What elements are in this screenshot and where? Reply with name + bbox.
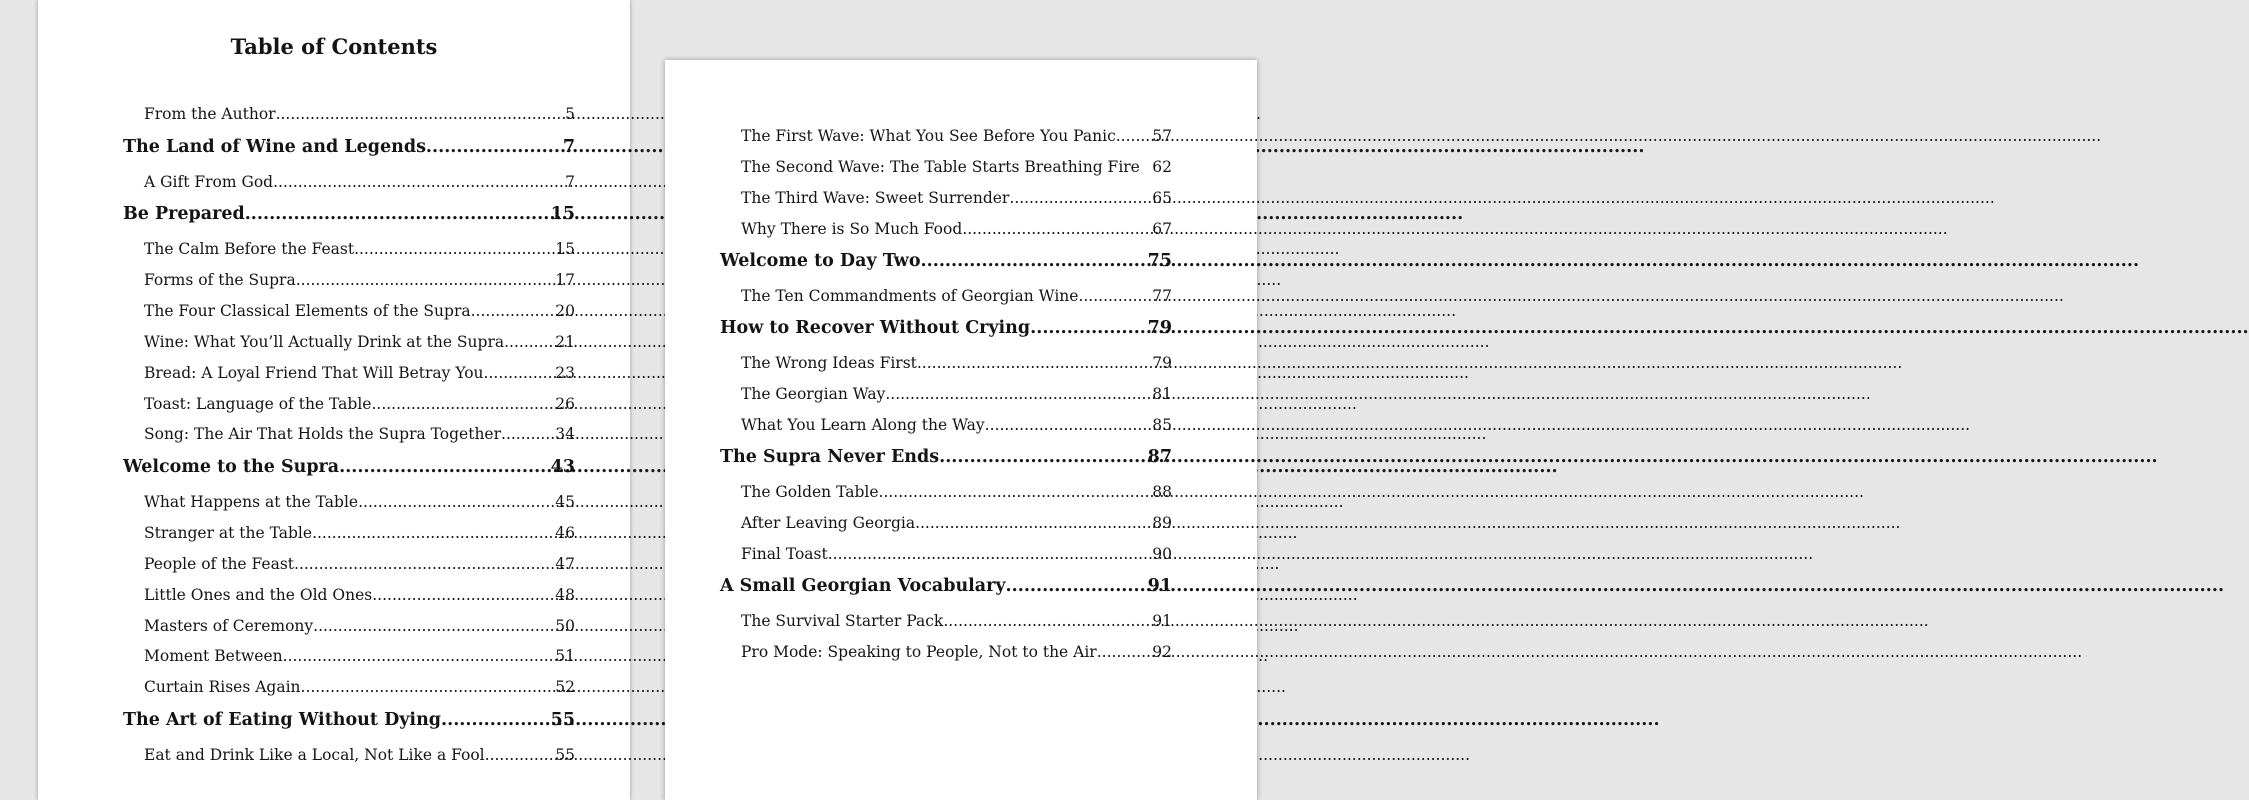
toc-dot-leader bbox=[1097, 640, 1153, 664]
toc-entry-title: The Supra Never Ends bbox=[720, 447, 940, 468]
toc-page-number: 48 bbox=[555, 585, 575, 604]
toc-section-entry[interactable] bbox=[741, 284, 1172, 308]
toc-chapter-entry[interactable] bbox=[123, 455, 575, 479]
toc-page-number: 26 bbox=[555, 394, 575, 413]
toc-entry-title: The First Wave: What You See Before You Panic bbox=[741, 127, 1116, 145]
toc-entry-title: After Leaving Georgia bbox=[741, 514, 916, 532]
toc-dot-leader bbox=[921, 249, 1148, 273]
toc-entries-right bbox=[665, 60, 1257, 800]
toc-page-number: 43 bbox=[550, 456, 575, 477]
toc-section-entry[interactable] bbox=[144, 361, 575, 385]
toc-entry-title: The Four Classical Elements of the Supra bbox=[144, 301, 471, 320]
toc-section-entry[interactable] bbox=[741, 542, 1172, 566]
toc-dot-leader bbox=[1078, 284, 1152, 308]
toc-page-number: 34 bbox=[555, 425, 575, 444]
toc-dot-leader bbox=[441, 708, 551, 732]
toc-page-number: 17 bbox=[555, 270, 575, 289]
toc-section-entry[interactable] bbox=[144, 392, 575, 416]
toc-page-number: 7 bbox=[565, 172, 575, 191]
toc-entry-title: Welcome to Day Two bbox=[720, 250, 921, 271]
toc-page-number: 79 bbox=[1147, 318, 1172, 339]
toc-chapter-entry[interactable] bbox=[720, 249, 1172, 273]
toc-entry-title: A Gift From God bbox=[144, 172, 274, 191]
toc-page-number: 20 bbox=[555, 301, 575, 320]
toc-page-number: 89 bbox=[1152, 514, 1172, 532]
toc-chapter-entry[interactable] bbox=[720, 316, 1172, 340]
toc-entry-title: The Calm Before the Feast bbox=[144, 240, 355, 258]
toc-dot-leader bbox=[358, 490, 555, 514]
toc-entry-title: Toast: Language of the Table bbox=[144, 394, 372, 413]
toc-entry-title: Bread: A Loyal Friend That Will Betray You bbox=[144, 363, 484, 382]
toc-dot-leader bbox=[312, 521, 555, 545]
toc-dot-leader bbox=[485, 743, 556, 767]
toc-section-entry[interactable] bbox=[144, 743, 575, 767]
toc-dot-leader bbox=[828, 542, 1153, 566]
toc-dot-leader bbox=[354, 237, 555, 261]
toc-section-entry[interactable] bbox=[741, 413, 1172, 437]
toc-dot-leader bbox=[471, 299, 556, 323]
toc-page-number: 51 bbox=[555, 647, 575, 666]
toc-dot-leader bbox=[339, 455, 551, 479]
toc-section-entry[interactable] bbox=[741, 155, 1172, 179]
toc-dot-leader bbox=[273, 170, 565, 194]
toc-section-entry[interactable] bbox=[144, 583, 575, 607]
toc-section-entry[interactable] bbox=[144, 675, 575, 699]
toc-dot-leader bbox=[1030, 316, 1148, 340]
toc-page-number: 45 bbox=[555, 492, 575, 511]
toc-section-entry[interactable] bbox=[144, 170, 575, 194]
toc-chapter-entry[interactable] bbox=[123, 135, 575, 159]
toc-dot-leader bbox=[301, 675, 556, 699]
document-page-right[interactable] bbox=[665, 60, 1257, 800]
toc-section-entry[interactable] bbox=[741, 609, 1172, 633]
toc-dot-leader bbox=[426, 135, 563, 159]
toc-dot-leader bbox=[917, 351, 1152, 375]
toc-entry-title: Why There is So Much Food bbox=[741, 219, 963, 238]
toc-dot-leader bbox=[879, 480, 1153, 504]
toc-page-number: 85 bbox=[1152, 415, 1172, 434]
toc-page-number: 55 bbox=[550, 709, 575, 730]
toc-section-entry[interactable] bbox=[741, 351, 1172, 375]
toc-dot-leader bbox=[943, 609, 1152, 633]
toc-entry-title: The Wrong Ideas First bbox=[741, 354, 917, 373]
toc-entries-left bbox=[38, 0, 630, 800]
toc-dot-leader bbox=[313, 614, 555, 638]
toc-page-number: 87 bbox=[1147, 447, 1172, 468]
toc-page-number: 91 bbox=[1152, 612, 1172, 631]
toc-title: Table of Contents bbox=[230, 34, 438, 59]
toc-entry-title: Stranger at the Table bbox=[144, 523, 313, 542]
toc-section-entry[interactable] bbox=[144, 330, 575, 354]
toc-dot-leader bbox=[1116, 124, 1153, 148]
toc-page-number: 79 bbox=[1152, 354, 1172, 373]
document-page-left[interactable] bbox=[38, 0, 630, 800]
toc-chapter-entry[interactable] bbox=[720, 574, 1172, 598]
toc-page-number: 91 bbox=[1147, 576, 1172, 597]
toc-dot-leader bbox=[372, 583, 555, 607]
toc-entry-title: Be Prepared bbox=[123, 204, 245, 224]
toc-section-entry[interactable] bbox=[741, 382, 1172, 406]
toc-page-number: 81 bbox=[1152, 385, 1172, 403]
toc-page-number: 75 bbox=[1147, 250, 1172, 271]
toc-entry-title: The Golden Table bbox=[741, 483, 879, 502]
toc-page-number: 15 bbox=[555, 240, 575, 258]
toc-section-entry[interactable] bbox=[144, 521, 575, 545]
toc-page-number: 62 bbox=[1152, 157, 1172, 176]
toc-entry-title: Final Toast bbox=[741, 544, 828, 563]
toc-entry-title: Eat and Drink Like a Local, Not Like a Fool bbox=[144, 745, 485, 764]
toc-dot-leader bbox=[484, 361, 556, 385]
toc-entry-title: How to Recover Without Crying bbox=[720, 318, 1031, 339]
toc-section-entry[interactable] bbox=[741, 217, 1172, 241]
toc-section-entry[interactable] bbox=[144, 422, 575, 446]
toc-dot-leader bbox=[1006, 574, 1148, 598]
toc-dot-leader bbox=[501, 422, 555, 446]
toc-entry-title: Welcome to the Supra bbox=[123, 456, 340, 477]
toc-section-entry[interactable] bbox=[741, 511, 1172, 535]
toc-entry-title: What You Learn Along the Way bbox=[741, 415, 985, 434]
toc-dot-leader bbox=[245, 202, 551, 226]
toc-section-entry[interactable] bbox=[741, 640, 1172, 664]
toc-entry-title: The Ten Commandments of Georgian Wine bbox=[741, 286, 1079, 305]
toc-page-number: 46 bbox=[555, 523, 575, 542]
toc-entry-title: The Georgian Way bbox=[741, 385, 886, 403]
toc-page-number: 21 bbox=[555, 332, 575, 351]
toc-entry-title: People of the Feast bbox=[144, 554, 295, 573]
toc-chapter-entry[interactable] bbox=[123, 708, 575, 732]
toc-page-number: 7 bbox=[562, 136, 575, 157]
toc-entry-title: Pro Mode: Speaking to People, Not to the Air bbox=[741, 643, 1097, 661]
toc-section-entry[interactable] bbox=[741, 186, 1172, 210]
toc-section-entry[interactable] bbox=[144, 552, 575, 576]
toc-section-entry[interactable] bbox=[741, 124, 1172, 148]
toc-page-number: 65 bbox=[1152, 188, 1172, 207]
toc-page-number: 50 bbox=[555, 616, 575, 635]
toc-section-entry[interactable] bbox=[144, 299, 575, 323]
toc-dot-leader bbox=[915, 511, 1152, 535]
toc-dot-leader bbox=[371, 392, 555, 416]
toc-entry-title: Little Ones and the Old Ones bbox=[144, 585, 373, 604]
toc-page-number: 5 bbox=[565, 105, 575, 123]
toc-page-number: 15 bbox=[550, 204, 575, 224]
toc-page-number: 23 bbox=[555, 363, 575, 382]
toc-page-number: 47 bbox=[555, 554, 575, 573]
toc-section-entry[interactable] bbox=[144, 237, 575, 261]
toc-page-number: 52 bbox=[555, 678, 575, 697]
toc-dot-leader bbox=[294, 552, 555, 576]
toc-section-entry[interactable] bbox=[144, 102, 575, 126]
toc-entry-title: The Third Wave: Sweet Surrender bbox=[741, 188, 1010, 207]
toc-entry-title: The Land of Wine and Legends bbox=[123, 136, 426, 157]
toc-dot-leader bbox=[962, 217, 1152, 241]
toc-entry-title: Masters of Ceremony bbox=[144, 616, 314, 635]
toc-dot-leader bbox=[283, 644, 556, 668]
toc-section-entry[interactable] bbox=[144, 644, 575, 668]
toc-page-number: 55 bbox=[555, 745, 575, 764]
toc-entry-title: Moment Between bbox=[144, 647, 283, 666]
toc-dot-leader bbox=[296, 268, 556, 292]
toc-entry-title: A Small Georgian Vocabulary bbox=[720, 576, 1006, 597]
toc-chapter-entry[interactable] bbox=[720, 445, 1172, 469]
toc-page-number: 90 bbox=[1152, 544, 1172, 563]
toc-dot-leader bbox=[276, 102, 566, 126]
toc-entry-title: The Art of Eating Without Dying bbox=[123, 709, 442, 730]
toc-chapter-entry[interactable] bbox=[123, 202, 575, 226]
toc-page-number: 88 bbox=[1152, 483, 1172, 502]
toc-section-entry[interactable] bbox=[144, 268, 575, 292]
toc-dot-leader bbox=[885, 382, 1152, 406]
toc-dot-leader bbox=[1009, 186, 1152, 210]
toc-dot-leader bbox=[939, 445, 1148, 469]
toc-entry-title: Wine: What You’ll Actually Drink at the Supra bbox=[144, 332, 505, 351]
toc-entry-title: Song: The Air That Holds the Supra Together bbox=[144, 425, 502, 444]
toc-page-number: 57 bbox=[1152, 127, 1172, 145]
toc-entry-title: Curtain Rises Again bbox=[144, 678, 301, 697]
toc-entry-title: The Survival Starter Pack bbox=[741, 612, 944, 631]
toc-entry-title: The Second Wave: The Table Starts Breathing Fire bbox=[741, 157, 1140, 176]
toc-section-entry[interactable] bbox=[144, 614, 575, 638]
toc-entry-title: From the Author bbox=[144, 105, 276, 123]
toc-section-entry[interactable] bbox=[741, 480, 1172, 504]
toc-page-number: 67 bbox=[1152, 219, 1172, 238]
toc-page-number: 77 bbox=[1152, 286, 1172, 305]
toc-section-entry[interactable] bbox=[144, 490, 575, 514]
toc-entry-title: What Happens at the Table bbox=[144, 492, 359, 511]
toc-dot-leader bbox=[504, 330, 555, 354]
toc-entry-title: Forms of the Supra bbox=[144, 270, 296, 289]
toc-dot-leader bbox=[985, 413, 1153, 437]
toc-page-number: 92 bbox=[1152, 643, 1172, 661]
